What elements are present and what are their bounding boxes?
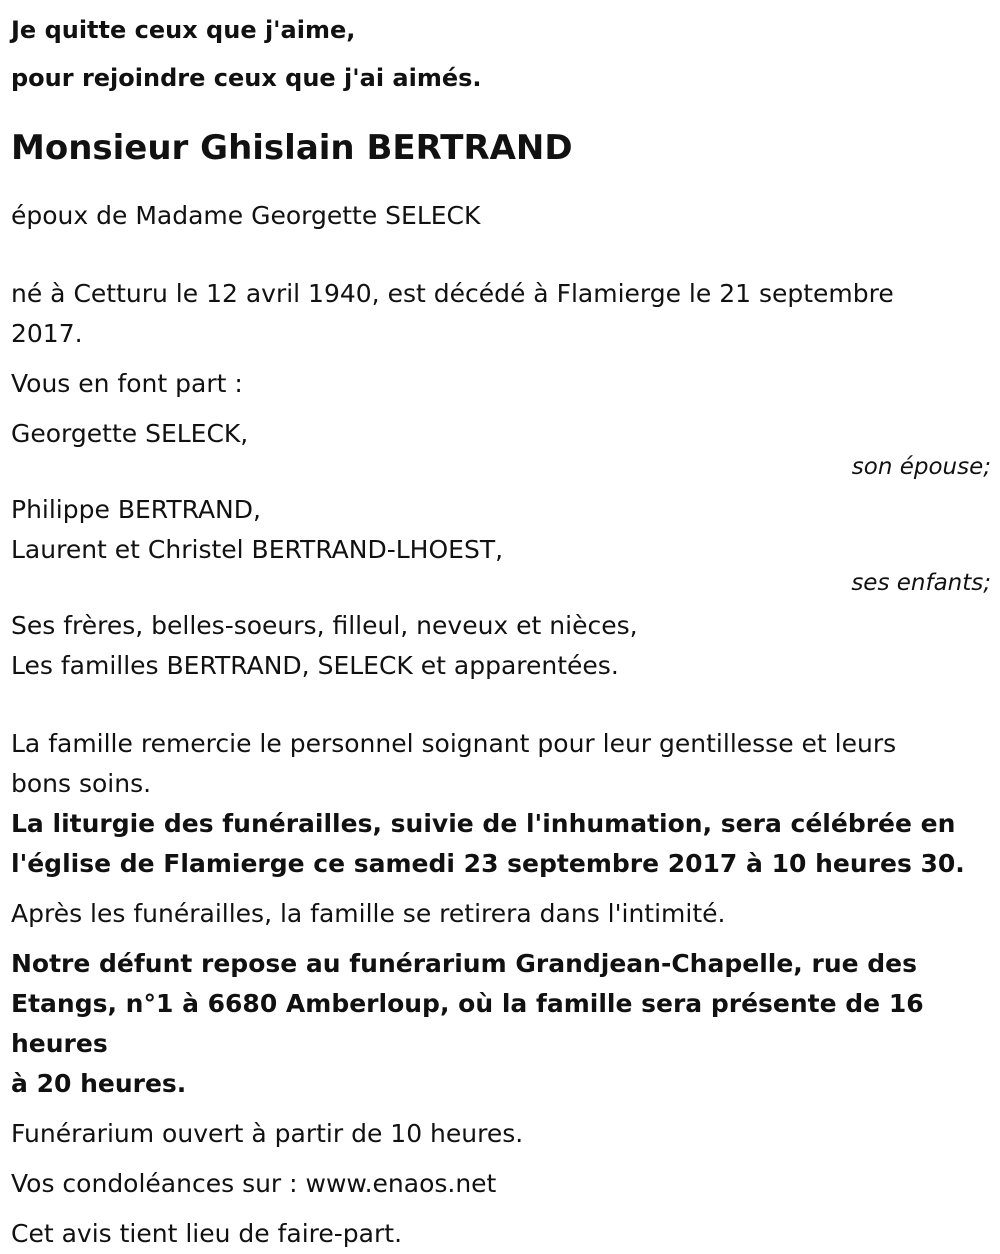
- other-family-2: Les familles BERTRAND, SELECK et apparentées.: [11, 651, 619, 680]
- after-funeral: Après les funérailles, la famille se retirera dans l'intimité.: [11, 899, 726, 928]
- funerarium-opening: Funérarium ouvert à partir de 10 heures.: [11, 1119, 524, 1148]
- funerarium-line-1: Notre défunt repose au funérarium Grandjean-Chapelle, rue des: [11, 949, 918, 978]
- birth-death-line-2: 2017.: [11, 319, 83, 348]
- condolences: Vos condoléances sur : www.enaos.net: [11, 1169, 497, 1198]
- funerarium-line-3: à 20 heures.: [11, 1069, 187, 1098]
- children-role: ses enfants;: [851, 570, 991, 596]
- liturgy-line-2: l'église de Flamierge ce samedi 23 septembre 2017 à 10 heures 30.: [11, 849, 965, 878]
- funerarium-line-2: Etangs, n°1 à 6680 Amberloup, où la famille sera présente de 16 heures: [11, 989, 924, 1058]
- closing-note: Cet avis tient lieu de faire-part.: [11, 1219, 403, 1248]
- spouse-line: époux de Madame Georgette SELECK: [11, 201, 481, 230]
- birth-death-line-1: né à Cetturu le 12 avril 1940, est décédé à Flamierge le 21 septembre: [11, 279, 894, 308]
- obituary-notice: [11, 6, 991, 1254]
- child-2: Laurent et Christel BERTRAND-LHOEST,: [11, 535, 504, 564]
- spouse-name: Georgette SELECK,: [11, 419, 249, 448]
- quote-line-2: pour rejoindre ceux que j'ai aimés.: [11, 64, 482, 92]
- thanks-line-1: La famille remercie le personnel soignant pour leur gentillesse et leurs: [11, 729, 897, 758]
- thanks-line-2: bons soins.: [11, 769, 152, 798]
- spouse-role: son épouse;: [851, 454, 991, 480]
- deceased-name: Monsieur Ghislain BERTRAND: [11, 128, 573, 168]
- child-1: Philippe BERTRAND,: [11, 495, 261, 524]
- announcers-intro: Vous en font part :: [11, 369, 243, 398]
- other-family-1: Ses frères, belles-soeurs, filleul, neveux et nièces,: [11, 611, 638, 640]
- liturgy-line-1: La liturgie des funérailles, suivie de l'inhumation, sera célébrée en: [11, 809, 956, 838]
- quote-line-1: Je quitte ceux que j'aime,: [11, 16, 356, 44]
